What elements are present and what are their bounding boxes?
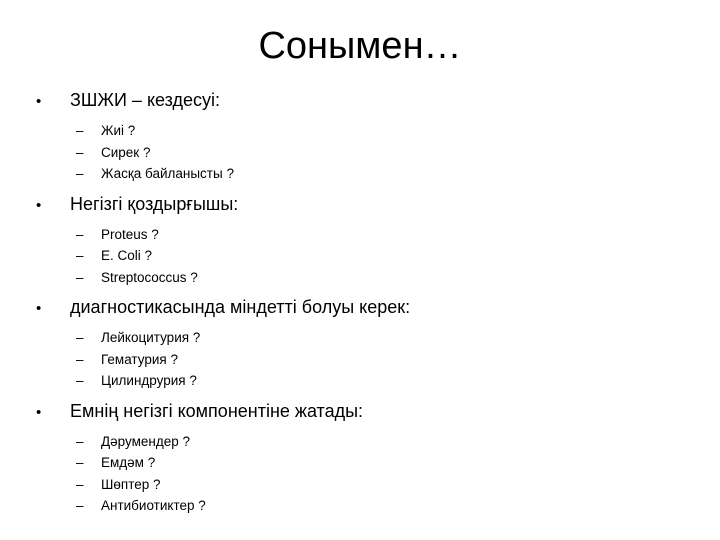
dash-icon: – (76, 351, 84, 367)
sub-item-label: Гематурия ? (101, 351, 178, 367)
sub-item (76, 224, 696, 246)
bullet-icon: • (36, 196, 42, 214)
section-heading: Емнің негізгі компонентіне жатады: (70, 400, 364, 421)
sub-item (76, 495, 696, 517)
bullet-item (36, 192, 696, 218)
bullet-icon: • (36, 300, 42, 317)
bullet-item (36, 399, 696, 425)
sub-item-label: Жиі ? (101, 123, 136, 138)
dash-icon: – (76, 498, 84, 513)
bullet-item (36, 88, 696, 114)
dash-icon: – (76, 248, 84, 263)
sub-item-label: Дәрумендер ? (101, 433, 191, 449)
dash-icon: – (76, 373, 84, 388)
sub-item-label: E. Coli ? (101, 248, 153, 263)
sub-list (36, 224, 696, 289)
sub-item-label: Шөптер ? (101, 476, 161, 492)
sub-item-label: Антибиотиктер ? (101, 498, 206, 513)
dash-icon: – (76, 269, 84, 285)
sub-item (76, 452, 696, 474)
sub-list (36, 431, 696, 517)
dash-icon: – (76, 433, 84, 449)
sub-item (76, 349, 696, 371)
sub-item-label: Сирек ? (101, 144, 151, 160)
sub-item (76, 431, 696, 453)
sub-list (36, 120, 696, 185)
sub-item (76, 120, 696, 142)
sub-list (36, 327, 696, 392)
sub-item-label: Цилиндрурия ? (101, 373, 197, 388)
sub-item (76, 142, 696, 164)
section-treatment (36, 399, 696, 517)
sub-item-label: Емдәм ? (101, 455, 156, 470)
bullet-icon: • (36, 403, 42, 421)
sub-item (76, 245, 696, 267)
section-heading: ЗШЖИ – кездесуі: (70, 90, 221, 110)
section-pathogen (36, 192, 696, 289)
sub-item (76, 267, 696, 289)
dash-icon: – (76, 476, 84, 492)
dash-icon: – (76, 166, 84, 181)
section-occurrence (36, 88, 696, 185)
slide-content (36, 88, 696, 524)
bullet-item (36, 295, 696, 321)
slide-title: Сонымен… (258, 25, 462, 67)
sub-item-label: Streptococcus ? (101, 269, 198, 285)
dash-icon: – (76, 123, 84, 138)
section-diagnostics (36, 295, 696, 392)
section-heading: Негізгі қоздырғышы: (70, 193, 239, 214)
sub-item (76, 327, 696, 349)
sub-item (76, 474, 696, 496)
sub-item-label: Proteus ? (101, 226, 159, 242)
dash-icon: – (76, 144, 84, 160)
section-heading: диагностикасында міндетті болуы керек: (70, 297, 411, 317)
dash-icon: – (76, 226, 84, 242)
dash-icon: – (76, 330, 84, 345)
bullet-icon: • (36, 93, 42, 110)
dash-icon: – (76, 455, 84, 470)
sub-item (76, 370, 696, 392)
sub-item-label: Лейкоцитурия ? (101, 330, 201, 345)
sub-item-label: Жасқа байланысты ? (101, 166, 234, 181)
sub-item (76, 163, 696, 185)
